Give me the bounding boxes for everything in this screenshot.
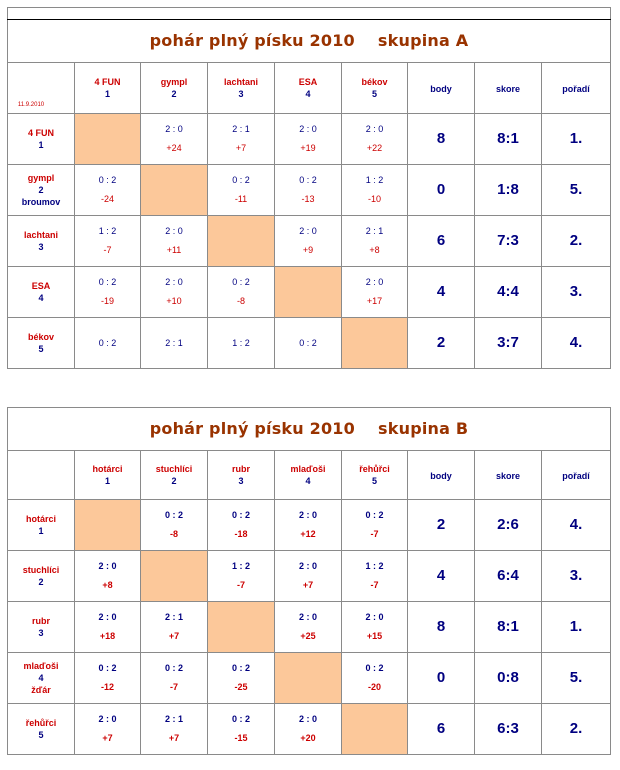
col-header-team-4 — [275, 451, 342, 500]
corner-cell — [8, 451, 75, 500]
points-cell — [408, 267, 475, 318]
col-header-team-2 — [141, 63, 208, 114]
point-diff: -7 — [370, 580, 379, 590]
set-score: 0 : 2 — [299, 175, 317, 185]
set-score: 0 : 2 — [98, 175, 117, 185]
result-cell — [75, 704, 141, 755]
result-cell — [141, 602, 208, 653]
points-value: 4 — [436, 283, 446, 300]
point-diff: +10 — [166, 296, 182, 306]
diagonal-cell — [342, 704, 408, 755]
point-diff: +18 — [99, 631, 116, 641]
set-score: 2 : 0 — [98, 612, 117, 622]
result-cell — [342, 551, 408, 602]
row-team-name: lachtani — [23, 230, 58, 240]
result-cell — [208, 704, 275, 755]
set-score: 2 : 1 — [164, 714, 183, 724]
result-cell — [275, 704, 342, 755]
row-team-num: 5 — [38, 730, 44, 740]
col-header-team-5 — [342, 63, 408, 114]
result-cell — [141, 653, 208, 704]
point-diff: -15 — [234, 733, 248, 743]
score-cell — [475, 551, 542, 602]
point-diff: +9 — [302, 245, 314, 255]
row-team-num: 3 — [38, 242, 44, 252]
result-cell — [275, 602, 342, 653]
col-team-name: gympl — [160, 77, 188, 87]
result-cell — [342, 114, 408, 165]
col-header-score — [475, 63, 542, 114]
rank-value: 4. — [569, 516, 583, 533]
col-team-num: 5 — [371, 476, 377, 486]
row-header — [8, 114, 75, 165]
score-cell — [475, 704, 542, 755]
set-score: 2 : 1 — [165, 337, 183, 348]
rank-cell — [542, 653, 611, 704]
set-score: 0 : 2 — [232, 277, 250, 287]
result-cell — [342, 216, 408, 267]
title-text: pohár plný písku 2010 skupina A — [149, 31, 469, 50]
point-diff: -20 — [367, 682, 381, 692]
result-cell — [75, 267, 141, 318]
result-cell — [75, 318, 141, 369]
point-diff: +20 — [300, 733, 316, 743]
result-cell — [141, 114, 208, 165]
row-header — [8, 704, 75, 755]
set-score: 0 : 2 — [98, 663, 117, 673]
rank-value: 1. — [569, 618, 583, 635]
set-score: 0 : 2 — [164, 663, 183, 673]
rank-value: 5. — [569, 181, 583, 198]
points-value: 0 — [436, 669, 446, 686]
col-header-rank — [542, 63, 611, 114]
result-cell — [275, 318, 342, 369]
table-row — [8, 216, 611, 267]
score-value: 3:7 — [497, 334, 519, 351]
rank-label: pořadí — [562, 84, 590, 94]
points-cell — [408, 165, 475, 216]
point-diff: +8 — [369, 245, 380, 255]
point-diff: +7 — [168, 631, 180, 641]
points-value: 4 — [436, 567, 446, 584]
score-label: skore — [495, 471, 521, 481]
point-diff: +7 — [235, 143, 247, 153]
row-header — [8, 267, 75, 318]
row-team-num: 4 — [38, 293, 44, 303]
set-score: 2 : 0 — [299, 226, 317, 236]
score-value: 2:6 — [497, 516, 519, 533]
points-cell — [408, 500, 475, 551]
row-team-num: 1 — [38, 526, 44, 536]
col-team-num: 3 — [238, 476, 244, 486]
top-strip — [8, 8, 611, 20]
rank-value: 4. — [569, 334, 583, 351]
row-team-name: řehůřci — [25, 718, 57, 728]
point-diff: +11 — [166, 245, 182, 255]
point-diff: +7 — [102, 733, 113, 743]
points-cell — [408, 114, 475, 165]
date-text: 11.9.2010 — [17, 102, 45, 108]
row-header — [8, 500, 75, 551]
col-team-num: 4 — [305, 476, 311, 486]
set-score: 2 : 0 — [365, 124, 384, 134]
result-cell — [141, 704, 208, 755]
col-header-team-4 — [275, 63, 342, 114]
col-team-name: hotárci — [92, 464, 123, 474]
point-diff: -25 — [234, 682, 248, 692]
points-cell — [408, 602, 475, 653]
result-cell — [75, 165, 141, 216]
rank-label: pořadí — [562, 471, 590, 481]
score-cell — [475, 653, 542, 704]
set-score: 2 : 1 — [365, 226, 384, 236]
table-row — [8, 318, 611, 369]
diagonal-cell — [141, 165, 208, 216]
score-cell — [475, 602, 542, 653]
row-team-name: hotárci — [25, 514, 56, 524]
rank-value: 2. — [569, 232, 583, 249]
diagonal-cell — [208, 216, 275, 267]
point-diff: +17 — [366, 296, 383, 306]
score-cell — [475, 114, 542, 165]
points-value: 0 — [436, 181, 446, 198]
points-cell — [408, 318, 475, 369]
set-score: 2 : 0 — [98, 561, 117, 571]
col-header-points — [408, 451, 475, 500]
row-header — [8, 602, 75, 653]
col-team-num: 1 — [104, 476, 110, 486]
row-team-num: 2 — [38, 577, 44, 587]
points-label: body — [430, 471, 452, 481]
rank-cell — [542, 500, 611, 551]
col-header-team-1 — [75, 451, 141, 500]
score-label: skore — [495, 84, 521, 94]
col-team-name: stuchlíci — [155, 464, 193, 474]
points-value: 8 — [436, 130, 446, 147]
row-team-num: 3 — [38, 628, 44, 638]
set-score: 2 : 0 — [298, 561, 317, 571]
result-cell — [75, 216, 141, 267]
point-diff: -7 — [236, 580, 245, 590]
result-cell — [275, 551, 342, 602]
result-cell — [141, 500, 208, 551]
rank-cell — [542, 704, 611, 755]
set-score: 2 : 0 — [298, 714, 317, 724]
set-score: 2 : 0 — [165, 226, 183, 236]
row-header — [8, 551, 75, 602]
table-row — [8, 114, 611, 165]
points-cell — [408, 216, 475, 267]
row-team-name: gympl — [27, 173, 55, 183]
set-score: 2 : 0 — [298, 612, 317, 622]
col-header-team-2 — [141, 451, 208, 500]
result-cell — [342, 602, 408, 653]
table-row — [8, 165, 611, 216]
row-team-num: 4 — [38, 673, 44, 683]
col-header-rank — [542, 451, 611, 500]
set-score: 0 : 2 — [299, 337, 317, 348]
result-cell — [275, 216, 342, 267]
set-score: 0 : 2 — [98, 277, 117, 287]
col-header-team-5 — [342, 451, 408, 500]
row-team-extra: žďár — [31, 685, 51, 695]
score-cell — [475, 318, 542, 369]
point-diff: -8 — [169, 529, 178, 539]
row-team-num: 1 — [38, 140, 44, 150]
point-diff: -11 — [234, 194, 248, 204]
result-cell — [208, 318, 275, 369]
point-diff: -8 — [236, 296, 245, 306]
point-diff: -7 — [370, 529, 379, 539]
table-row — [8, 500, 611, 551]
rank-value: 1. — [569, 130, 583, 147]
result-cell — [342, 500, 408, 551]
rank-cell — [542, 114, 611, 165]
diagonal-cell — [75, 114, 141, 165]
result-cell — [75, 653, 141, 704]
col-header-points — [408, 63, 475, 114]
set-score: 0 : 2 — [365, 510, 384, 520]
row-header — [8, 165, 75, 216]
rank-cell — [542, 551, 611, 602]
score-value: 8:1 — [497, 130, 519, 147]
point-diff: -12 — [100, 682, 114, 692]
point-diff: +7 — [302, 580, 314, 590]
result-cell — [141, 216, 208, 267]
point-diff: -18 — [234, 529, 248, 539]
score-value: 4:4 — [497, 283, 519, 300]
point-diff: -7 — [169, 682, 178, 692]
score-value: 1:8 — [497, 181, 519, 198]
col-team-name: békov — [361, 77, 388, 87]
group-title — [8, 408, 611, 451]
result-cell — [141, 318, 208, 369]
diagonal-cell — [141, 551, 208, 602]
row-team-extra: broumov — [21, 197, 61, 207]
set-score: 2 : 0 — [365, 612, 384, 622]
set-score: 0 : 2 — [365, 663, 384, 673]
rank-cell — [542, 318, 611, 369]
set-score: 0 : 2 — [232, 175, 250, 185]
result-cell — [208, 114, 275, 165]
score-value: 0:8 — [497, 669, 519, 686]
score-cell — [475, 500, 542, 551]
col-team-name: lachtani — [223, 77, 258, 87]
row-team-name: 4 FUN — [27, 128, 54, 138]
result-cell — [342, 267, 408, 318]
col-team-name: řehůřci — [359, 464, 390, 474]
set-score: 2 : 0 — [165, 124, 183, 134]
result-cell — [208, 551, 275, 602]
col-team-name: ESA — [298, 77, 318, 87]
points-cell — [408, 653, 475, 704]
set-score: 2 : 0 — [365, 277, 384, 287]
set-score: 2 : 0 — [165, 277, 183, 287]
result-cell — [275, 114, 342, 165]
points-value: 6 — [436, 720, 446, 737]
set-score: 1 : 2 — [365, 561, 384, 571]
set-score: 1 : 2 — [98, 226, 117, 236]
result-cell — [75, 602, 141, 653]
point-diff: -24 — [100, 194, 114, 204]
rank-cell — [542, 165, 611, 216]
col-team-name: mlaďoši — [290, 464, 326, 474]
point-diff: +7 — [168, 733, 180, 743]
result-cell — [342, 165, 408, 216]
score-cell — [475, 216, 542, 267]
rank-value: 3. — [569, 567, 583, 584]
result-cell — [208, 653, 275, 704]
table-row — [8, 704, 611, 755]
diagonal-cell — [342, 318, 408, 369]
set-score: 2 : 1 — [164, 612, 183, 622]
set-score: 2 : 0 — [98, 714, 117, 724]
point-diff: +22 — [366, 143, 383, 153]
score-cell — [475, 165, 542, 216]
col-team-num: 2 — [171, 476, 177, 486]
row-team-name: stuchlíci — [22, 565, 60, 575]
group-title — [8, 20, 611, 63]
row-team-num: 5 — [38, 344, 44, 354]
row-team-name: békov — [27, 332, 54, 342]
point-diff: -13 — [301, 194, 315, 204]
point-diff: +8 — [102, 580, 113, 590]
result-cell — [208, 165, 275, 216]
result-cell — [208, 500, 275, 551]
point-diff: +19 — [300, 143, 316, 153]
result-cell — [275, 165, 342, 216]
score-cell — [475, 267, 542, 318]
col-team-name: rubr — [232, 464, 250, 474]
rank-value: 3. — [569, 283, 583, 300]
diagonal-cell — [75, 500, 141, 551]
group-b-table — [7, 407, 611, 755]
point-diff: -19 — [100, 296, 114, 306]
set-score: 0 : 2 — [231, 714, 250, 724]
col-team-name: 4 FUN — [94, 77, 121, 87]
title-text: pohár plný písku 2010 skupina B — [149, 419, 469, 438]
col-team-num: 4 — [305, 89, 311, 99]
score-value: 8:1 — [497, 618, 519, 635]
row-header — [8, 318, 75, 369]
rank-value: 5. — [569, 669, 583, 686]
set-score: 1 : 2 — [232, 337, 250, 348]
points-value: 6 — [436, 232, 446, 249]
points-value: 2 — [436, 516, 446, 533]
set-score: 2 : 0 — [299, 124, 317, 134]
rank-cell — [542, 267, 611, 318]
set-score: 0 : 2 — [164, 510, 183, 520]
set-score: 0 : 2 — [231, 510, 250, 520]
row-header — [8, 653, 75, 704]
col-header-team-3 — [208, 451, 275, 500]
row-team-num: 2 — [38, 185, 44, 195]
diagonal-cell — [275, 267, 342, 318]
point-diff: -10 — [367, 194, 381, 204]
set-score: 0 : 2 — [98, 337, 117, 348]
col-team-num: 2 — [171, 89, 177, 99]
diagonal-cell — [208, 602, 275, 653]
result-cell — [275, 500, 342, 551]
col-team-num: 3 — [238, 89, 244, 99]
group-a-table — [7, 7, 611, 369]
result-cell — [141, 267, 208, 318]
point-diff: +15 — [366, 631, 383, 641]
points-cell — [408, 704, 475, 755]
rank-cell — [542, 602, 611, 653]
point-diff: +25 — [300, 631, 316, 641]
points-value: 2 — [436, 334, 446, 351]
point-diff: -7 — [103, 245, 112, 255]
table-row — [8, 551, 611, 602]
date-cell — [8, 63, 75, 114]
score-value: 6:4 — [497, 567, 519, 584]
col-team-num: 5 — [371, 89, 377, 99]
set-score: 1 : 2 — [365, 175, 384, 185]
col-header-team-3 — [208, 63, 275, 114]
point-diff: +12 — [300, 529, 316, 539]
rank-value: 2. — [569, 720, 583, 737]
row-team-name: rubr — [32, 616, 50, 626]
points-value: 8 — [436, 618, 446, 635]
row-team-name: ESA — [31, 281, 51, 291]
table-row — [8, 267, 611, 318]
row-team-name: mlaďoši — [23, 661, 59, 671]
points-label: body — [430, 84, 452, 94]
result-cell — [342, 653, 408, 704]
set-score: 2 : 1 — [232, 124, 250, 134]
set-score: 2 : 0 — [298, 510, 317, 520]
result-cell — [208, 267, 275, 318]
set-score: 0 : 2 — [231, 663, 250, 673]
score-value: 7:3 — [497, 232, 519, 249]
col-header-score — [475, 451, 542, 500]
table-row — [8, 602, 611, 653]
rank-cell — [542, 216, 611, 267]
points-cell — [408, 551, 475, 602]
result-cell — [75, 551, 141, 602]
score-value: 6:3 — [497, 720, 519, 737]
col-header-team-1 — [75, 63, 141, 114]
col-team-num: 1 — [104, 89, 110, 99]
point-diff: +24 — [166, 143, 182, 153]
row-header — [8, 216, 75, 267]
table-row — [8, 653, 611, 704]
diagonal-cell — [275, 653, 342, 704]
set-score: 1 : 2 — [231, 561, 250, 571]
